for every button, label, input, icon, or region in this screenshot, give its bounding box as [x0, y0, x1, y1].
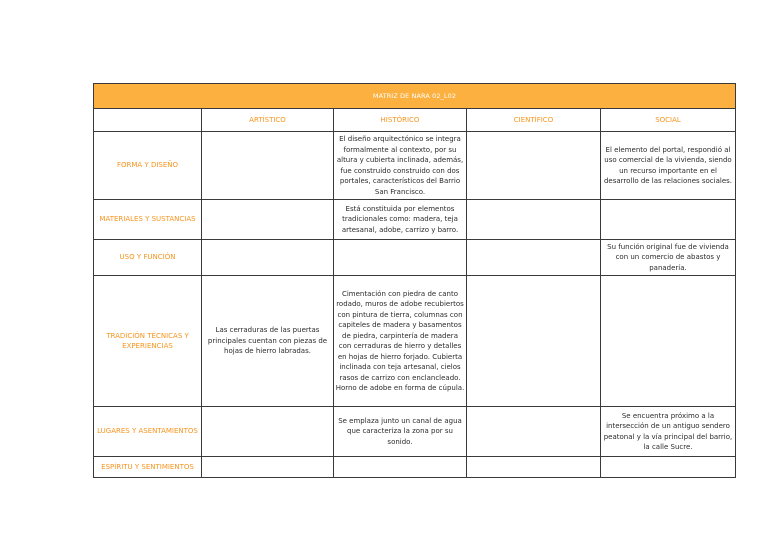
cell-historico: Cimentación con piedra de canto rodado, muros de adobe recubiertos con pintura de tierra, columnas con capiteles de madera y basamentos de piedra, carpintería de madera con cerraduras de hierro y detalles en hojas de hierro forjado. Cubierta inclinada con teja artesanal, cielos rasos de carrizo con enclancleado. Horno de adobe en forma de cúpula.: [334, 276, 467, 407]
cell-social: [601, 200, 736, 240]
title-row: [94, 84, 736, 109]
cell-social: Su función original fue de vivienda con un comercio de abastos y panadería.: [601, 240, 736, 276]
column-header-social: SOCIAL: [601, 109, 736, 132]
table-row: [94, 276, 736, 407]
cell-cientifico: [467, 407, 601, 457]
nara-matrix-table: [93, 83, 736, 478]
column-header-cientifico: CIENTÍFICO: [467, 109, 601, 132]
corner-cell: [94, 109, 202, 132]
row-header-uso-funcion: USO Y FUNCIÓN: [94, 240, 202, 276]
cell-social: Se encuentra próximo a la intersección de un antiguo sendero peatonal y la vía principal del barrio, la calle Sucre.: [601, 407, 736, 457]
cell-artistico: [202, 407, 334, 457]
row-header-lugares: LUGARES Y ASENTAMIENTOS: [94, 407, 202, 457]
cell-historico: [334, 457, 467, 478]
row-header-tradicion: TRADICIÓN TÉCNICAS Y EXPERIENCIAS: [94, 276, 202, 407]
table-row: [94, 407, 736, 457]
row-header-materiales: MATERIALES Y SUSTANCIAS: [94, 200, 202, 240]
table-row: [94, 200, 736, 240]
table-row: [94, 132, 736, 200]
column-header-row: [94, 109, 736, 132]
table-row: [94, 457, 736, 478]
cell-cientifico: [467, 276, 601, 407]
cell-artistico: [202, 200, 334, 240]
cell-historico: El diseño arquitectónico se integra formalmente al contexto, por su altura y cubierta inclinada, además, fue construido construido con dos portales, característicos del Barrio San Francisco.: [334, 132, 467, 200]
matrix-title: MATRIZ DE NARA 02_L02: [94, 84, 736, 109]
cell-cientifico: [467, 240, 601, 276]
cell-artistico: Las cerraduras de las puertas principales cuentan con piezas de hojas de hierro labradas.: [202, 276, 334, 407]
cell-cientifico: [467, 457, 601, 478]
row-header-espiritu: ESPÍRITU Y SENTIMIENTOS: [94, 457, 202, 478]
cell-cientifico: [467, 200, 601, 240]
cell-social: [601, 276, 736, 407]
row-header-forma-diseno: FORMA Y DISEÑO: [94, 132, 202, 200]
column-header-historico: HISTÓRICO: [334, 109, 467, 132]
cell-social: El elemento del portal, respondió al uso comercial de la vivienda, siendo un recurso importante en el desarrollo de las relaciones sociales.: [601, 132, 736, 200]
column-header-artistico: ARTÍSTICO: [202, 109, 334, 132]
cell-artistico: [202, 457, 334, 478]
cell-cientifico: [467, 132, 601, 200]
table-row: [94, 240, 736, 276]
cell-historico: Está constituida por elementos tradicionales como: madera, teja artesanal, adobe, carrizo y barro.: [334, 200, 467, 240]
cell-artistico: [202, 240, 334, 276]
cell-historico: Se emplaza junto un canal de agua que caracteriza la zona por su sonido.: [334, 407, 467, 457]
cell-social: [601, 457, 736, 478]
cell-historico: [334, 240, 467, 276]
cell-artistico: [202, 132, 334, 200]
